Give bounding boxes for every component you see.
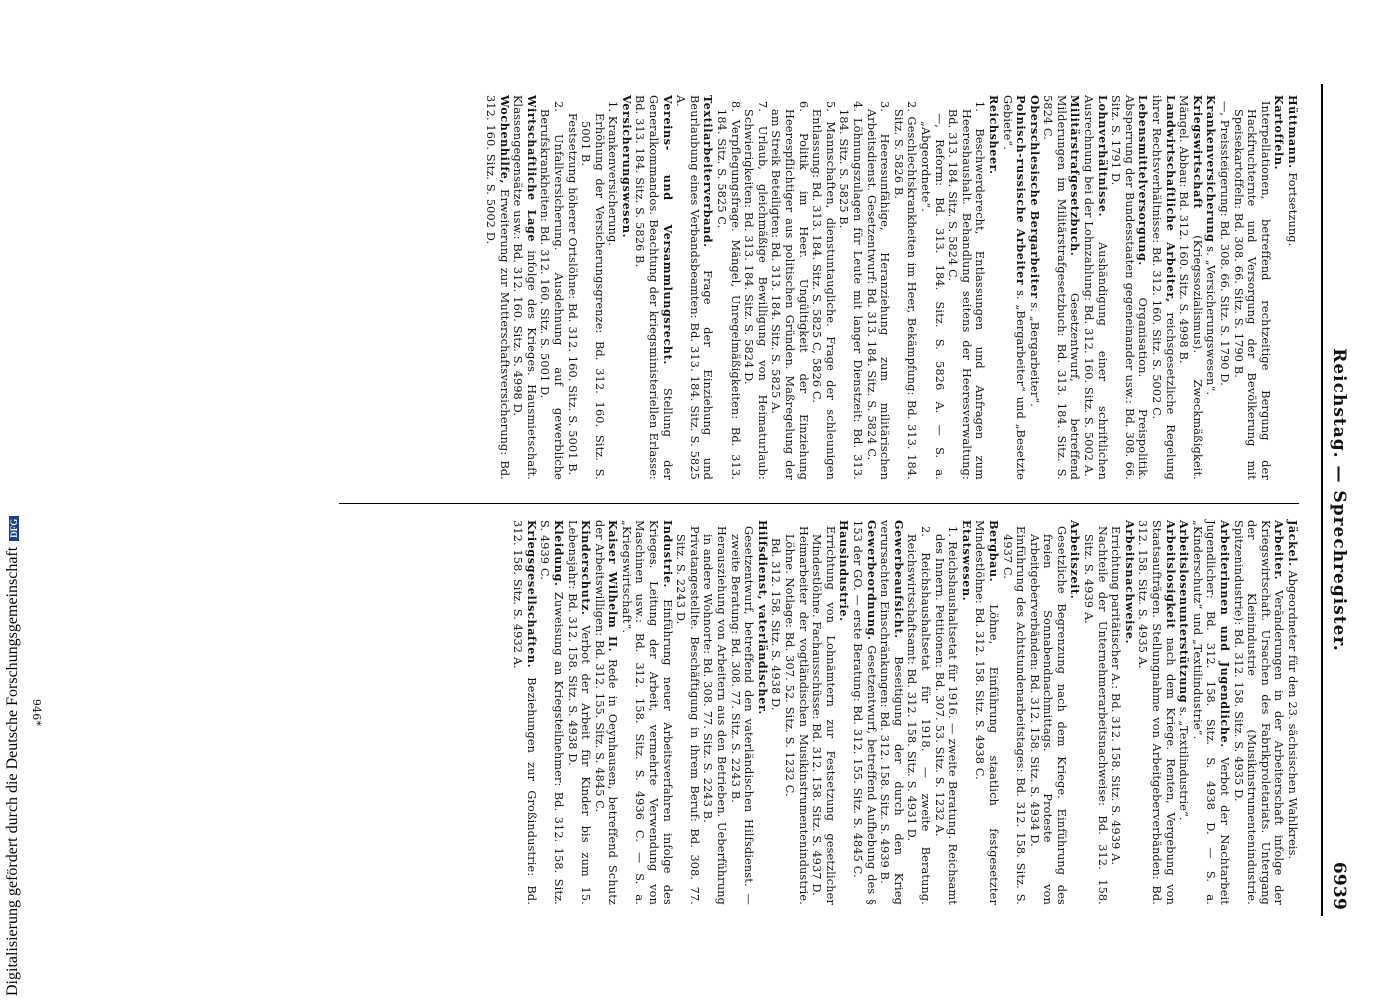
entry-text: —, Reform: Bd. 313. 184. Sitz. S. 5826 A. — S. a. „Abgeordnete“. (918, 113, 946, 480)
entry-heading: Gewerbeaufsicht. (891, 520, 906, 639)
entry-text: Gesetzentwurf, betreffend den vaterländischen Hilfsdienst. — zweite Beratung: Bd. 308. 77. Sitz. S. 2243 B. (728, 526, 756, 905)
entry-heading: Bergbau. (986, 520, 1001, 583)
index-entry (1177, 520, 1191, 905)
index-entry (633, 95, 674, 480)
index-entry (1217, 95, 1231, 480)
entry-heading: Arbeitszeit. (1068, 520, 1083, 600)
entry-text: s. „Bergarbeiter“ und „Besetzte Gebiete“. (1000, 95, 1028, 480)
index-entry (1190, 520, 1231, 905)
entry-text: 5. Mannschaften, dienstuntaugliche. Frage der schleunigen Entlassung: Bd. 313. 184. Sitz. S. 5825 C, 5826 C. (810, 101, 837, 480)
entry-text: Gesetzliche Begrenzung nach dem Kriege. Einführung des freien Sonnabendnachmittags. Proteste von Arbeitgeberverbänden: Bd. 312. 158. Sitz. S. 4934 D. (1027, 526, 1068, 905)
index-entry (1122, 520, 1136, 905)
entry-text: Gesetzentwurf, betreffend Aufhebung des § 153 der GO. — erste Beratung: Bd. 312. 155. Sitz. S. 4845 C. (851, 520, 878, 905)
index-entry (891, 95, 918, 480)
index-entry (1027, 95, 1041, 480)
index-entry (1177, 95, 1204, 480)
entry-text: 2. Reichshaushaltsetat für 1918. — zweite Beratung. Reichswirtschaftsamt: Bd. 312. 158. Sitz. S. 4931 D. (905, 526, 932, 905)
index-entry (878, 520, 905, 905)
index-entry (1285, 95, 1299, 480)
entry-heading: Hilfsdienst, vaterländischer. (755, 520, 770, 715)
index-entry (674, 95, 715, 480)
entry-heading: Arbeitslosenunterstützung (1177, 520, 1192, 704)
entry-text: 6. Politik im Heer. Ungültigkeit der Einziehung Heerespflichtiger aus politischen Gründen. Maßregelung der am Streik Beteiligten: Bd. 313. 184. Sitz. S. 5825 A. (769, 101, 810, 480)
entry-heading: Krankenversicherung (1204, 95, 1219, 243)
entry-heading: Etatswesen. (959, 520, 974, 602)
entry-heading: Lohnverhältnisse. (1095, 95, 1110, 218)
entry-heading: Landwirtschaftliche Arbeiter, (1163, 95, 1178, 303)
index-entry (674, 520, 701, 905)
page-mark: 946* (30, 698, 43, 727)
entry-text: Einführung neuer Arbeitsverfahren infolge des Krieges. Leitung der Arbeit, vermehrte Verwendung von Maschinen usw.: Bd. 312. 158. Sitz. S. 4936 C. — S. a. „Kriegswirtschaft“. (619, 520, 674, 905)
entry-text: s. „Versicherungswesen“. (1204, 242, 1218, 396)
index-entry (810, 95, 837, 480)
entry-heading: Industrie. (660, 520, 675, 588)
entry-text: Stellung der Generalkommandos. Beachtung der kriegsministeriellen Erlasse: Bd. 313. 184. Sitz. S. 5826 B. (633, 95, 674, 480)
index-entry (619, 520, 673, 905)
index-entry (1285, 520, 1299, 905)
index-entry (905, 520, 932, 905)
entry-text: Gesetzentwurf, betreffend Milderungen im Militärstrafgesetzbuch: Bd. 313. 184. Sitz. S. 5824 C. (1041, 95, 1082, 480)
index-entry (973, 520, 1000, 905)
entry-text: (Kriegssozialismus). Zweckmäßigkeit. Mängel. Abbau: Bd. 312. 160. Sitz. S. 4998 B. (1177, 95, 1204, 480)
header-rule (1321, 84, 1323, 916)
column-divider (339, 503, 1299, 504)
index-entry (511, 95, 538, 480)
index-entry (483, 95, 510, 480)
index-entry (1082, 95, 1109, 480)
entry-text: 1. Reichshaushaltsetat für 1916. — zweite Beratung. Reichsamt des Innern. Petitionen: Bd. 307. 53. Sitz. S. 1232 A. (932, 526, 960, 905)
index-entry (1082, 520, 1109, 905)
index-entry (769, 520, 783, 905)
index-entry (1041, 95, 1082, 480)
entry-text: Heimarbeiter der vogtländischen Musikinstrumentenindustrie. Löhne. Notlage: Bd. 307. 52. Sitz. S. 1232 C. (783, 526, 810, 905)
entry-heading: Wirtschaftliche Lage (524, 95, 539, 243)
entry-text: 2. Geschlechtskrankheiten im Heer, Bekämpfung: Bd. 313. 184. Sitz. S. 5826 B. (891, 101, 919, 480)
index-entry (932, 520, 959, 905)
entry-heading: Arbeitslosigkeit (1163, 520, 1178, 630)
entry-text: Beziehungen zur Großindustrie: Bd. 312. 158. Sitz. S. 4932 A. (511, 520, 538, 905)
entry-text: Frage der Einziehung und Beurlaubung eines Verbandsbeamten: Bd. 313. 184. Sitz. S. 5825 A. (674, 95, 715, 480)
entry-heading: Gewerbeordnung. (864, 520, 879, 641)
index-entry (1027, 520, 1068, 905)
entry-text: Rede in Oeynhausen, betreffend Schutz der Arbeitswilligen: Bd. 312. 155. Sitz. S. 4845 C. (592, 520, 620, 905)
entry-text: Privatangestellte. Beschäftigung in ihrem Beruf: Bd. 308. 77. Sitz. S. 2243 D. (674, 526, 701, 905)
index-entry (1109, 95, 1150, 480)
index-entry (864, 95, 891, 480)
index-entry (742, 95, 769, 480)
entry-heading: Kaiser Wilhelm II. (606, 520, 621, 653)
left-column (483, 95, 1299, 480)
index-entry (1231, 95, 1272, 480)
index-entry (1136, 520, 1177, 905)
index-entry (565, 95, 579, 480)
entry-heading: Oberschlesische Bergarbeiter (1027, 95, 1042, 299)
index-entry (1068, 520, 1082, 905)
entry-heading: Arbeitsnachweise. (1122, 520, 1137, 645)
entry-text: Erhöhung der Versicherungsgrenze: Bd. 312. 160. Sitz. S. 5001 B. (579, 113, 606, 480)
entry-text: Nachteile der Unternehmerarbeitsnachweise: Bd. 312. 158. Sitz. S. 4939 A. (1082, 526, 1109, 905)
entry-text: s. „Bergarbeiter“. (1027, 298, 1041, 408)
index-entry (810, 520, 837, 905)
entry-text: Herausziehung von Arbeitern aus den Betrieben. Ueberführung in andere Wohnorte: Bd. 308. 77. Sitz. S. 2243 B. (701, 526, 729, 905)
entry-heading: Hüttmann. (1286, 95, 1300, 169)
entry-text: Veränderungen in der Arbeiterschaft infolge der Kriegswirtschaft. Ursachen des Fabrikproletariats. Untergang der Kleinindustrie (Musikinstrumentenindustrie. Spitzenindustrie): Bd. 312. 158. Sitz. S. 4935 D. (1231, 520, 1286, 905)
entry-heading: Reichsheer. (986, 95, 1001, 175)
entry-text: infolge des Krieges. Hausmietschaft. Klassengegensätze usw.: Bd. 312. 160. Sitz. S. 4998 D. (511, 95, 538, 480)
entry-text: Zuweisung an Kriegsteilnehmer: Bd. 312. 158. Sitz. S. 4939 C. (538, 520, 565, 905)
entry-text: Löhne, Einführung staatlich festgesetzter Mindestlöhne: Bd. 312. 158. Sitz. S. 4938 C. (973, 520, 1000, 905)
index-entry (946, 95, 987, 480)
entry-heading: Versicherungswesen. (619, 95, 634, 239)
entry-text: Errichtung von Lohnämtern zur Festsetzung gesetzlicher Mindestlöhne. Fachausschüsse: Bd. 312. 158. Sitz. S. 4937 D. (810, 526, 837, 905)
entry-text: s. „Textilindustrie“. (1177, 703, 1191, 821)
index-entry (565, 520, 592, 905)
index-entry (538, 520, 565, 905)
page-number: 6939 (1329, 861, 1349, 910)
dfg-note (4, 516, 22, 996)
entry-text: 8. Verpflegungsfrage. Mängel, Unregelmäßigkeiten: Bd. 313. 184. Sitz. S. 5825 C. (715, 101, 742, 480)
entry-text: Fortsetzung. (1286, 168, 1299, 247)
entry-text: reichsgesetzliche Regelung ihrer Rechtsverhältnisse: Bd. 312. 160. Sitz. S. 5002 C. (1150, 95, 1177, 481)
index-entry (986, 95, 1000, 480)
index-entry (728, 520, 755, 905)
page-header (1307, 90, 1353, 910)
entry-heading: Arbeiter. (1272, 520, 1287, 581)
entry-heading: Kleidung. (551, 520, 566, 587)
dfg-note-text: Digitalisierung gefördert durch die Deutsche Forschungsgemeinschaft (4, 546, 21, 996)
entry-text: Bd. 312. 158. Sitz. S. 4938 D. (769, 538, 783, 711)
entry-text: Interpellationen, betreffend rechtzeitige Bergung der Hackfruchternte und Versorgung der Bevölkerung mit Speisekartoffeln: Bd. 308. 66. Sitz. S. 1790 B. (1231, 101, 1272, 480)
entry-text: Aushändigung einer schriftlichen Ausrechnung bei der Lohnzahlung: Bd. 312. 160. Sitz. S. 5002 A. (1082, 95, 1109, 480)
entry-heading: Hausindustrie. (837, 520, 852, 622)
entry-heading: Wochenhilfe, (497, 95, 512, 184)
index-entry (619, 95, 633, 480)
index-entry (606, 95, 620, 480)
entry-heading: Arbeiterinnen und Jugendliche. (1218, 520, 1233, 748)
index-entry (837, 520, 851, 905)
index-entry (959, 520, 973, 905)
index-entry (1000, 520, 1027, 905)
entry-text: Verbot der Arbeit für Kinder bis zum 15. Lebensjahr: Bd. 312. 158. Sitz. S. 4938 D. (565, 520, 593, 905)
index-entry (1272, 95, 1286, 480)
index-entry (701, 520, 728, 905)
entry-text: Organisation. Preispolitik. Absperrung der Bundesstaaten gegeneinander usw.: Bd. 308. 66. Sitz. S. 1791 D. (1109, 95, 1150, 480)
index-entry (918, 95, 945, 480)
entry-text: 1. Beschwerderecht, Entlassungen und Anfragen zum Heereshaushalt. Behandlung seitens der Heeresverwaltung: Bd. 313. 184. Sitz. S. 5824 C. (946, 101, 987, 480)
entry-heading: Kriegswirtschaft (1190, 95, 1205, 210)
dfg-logo-icon: DFG (9, 516, 19, 541)
entry-text: Einführung des Achtstundenarbeitstages: Bd. 312. 158. Sitz. S. 4937 C. (1000, 526, 1028, 905)
index-entry (511, 520, 538, 905)
index-entry (850, 520, 877, 905)
entry-heading: Militärstrafgesetzbuch. (1068, 95, 1083, 257)
entry-text: Verbot der Nachtarbeit Jugendlicher: Bd. 312. 158. Sitz. S. 4938 D. — S. a. „Kinderschutz“ und „Textilindustrie“. (1190, 520, 1232, 905)
index-entry (769, 95, 810, 480)
entry-heading: Vereins- und Versammlungsrecht. (660, 95, 675, 365)
index-entry (592, 520, 619, 905)
entry-heading: Lebensmittelversorgung. (1136, 95, 1151, 266)
entry-heading: Kriegsgesellschaften. (524, 520, 539, 669)
index-entry (714, 95, 741, 480)
entry-text: Errichtung paritätischer A.: Bd. 312. 158. Sitz. S. 4939 A. (1109, 526, 1123, 866)
entry-text: 3. Heeresunfähige, Heranziehung zum militärischen Arbeitsdienst. Gesetzentwurf: Bd. 313. 184. Sitz. S. 5824 C. (864, 101, 892, 480)
entry-text: —, Preissteigerung: Bd. 308. 66. Sitz. S. 1790 D. (1218, 101, 1232, 386)
entry-heading: Jäckel. (1286, 520, 1300, 567)
index-entry (782, 520, 809, 905)
entry-heading: Kinderschutz. (579, 520, 594, 616)
index-entry (1149, 95, 1176, 480)
page-title: Reichstag. — Sprechregister. (1329, 348, 1349, 652)
entry-text: 7. Urlaub, gleichmäßige Bewilligung von Heimaturlaub: Schwierigkeiten: Bd. 313. 184. Sitz. S. 5824 D. (742, 101, 769, 480)
entry-text: Festsetzung höherer Ortslöhne: Bd. 312. 160. Sitz. S. 5001 B. (565, 113, 579, 476)
entry-text: 2. Unfallversicherung. Ausdehnung auf gewerbliche Berufskrankheiten: Bd. 312. 160. Sitz. S. 5001 D. (538, 101, 565, 480)
right-column (511, 520, 1299, 905)
entry-text: Erweiterung zur Mutterschaftsversicherung: Bd. 312. 160. Sitz. S. 5002 D. (483, 95, 511, 480)
entry-text: Abgeordneter für den 23. sächsischen Wahlkreis. (1286, 566, 1299, 860)
entry-text: 1. Krankenversicherung. (606, 101, 620, 247)
entry-heading: Textilarbeiterverband. (701, 95, 716, 248)
index-entry (755, 520, 769, 905)
entry-text: 4. Löhnungszulagen für Leute mit langer Dienstzeit: Bd. 313. 184. Sitz. S. 5825 B. (837, 101, 864, 480)
entry-text: nach dem Kriege. Renten, Vergebung von Staatsaufträgen. Stellungnahme von Arbeitgeberverbänden: Bd. 312. 158. Sitz. S. 4935 A. (1136, 520, 1177, 905)
index-entry (1000, 95, 1027, 480)
index-entry (837, 95, 864, 480)
index-entry (1231, 520, 1285, 905)
index-entry (579, 95, 606, 480)
entry-text: Beseitigung der durch den Krieg verursachten Einschränkungen: Bd. 312. 158. Sitz. S. 4939 B. (878, 520, 905, 905)
entry-heading: Polnisch-russische Arbeiter (1014, 95, 1029, 286)
index-entry (538, 95, 565, 480)
entry-heading: Kartoffeln. (1272, 95, 1287, 171)
index-entry (1109, 520, 1123, 905)
index-entry (1204, 95, 1218, 480)
